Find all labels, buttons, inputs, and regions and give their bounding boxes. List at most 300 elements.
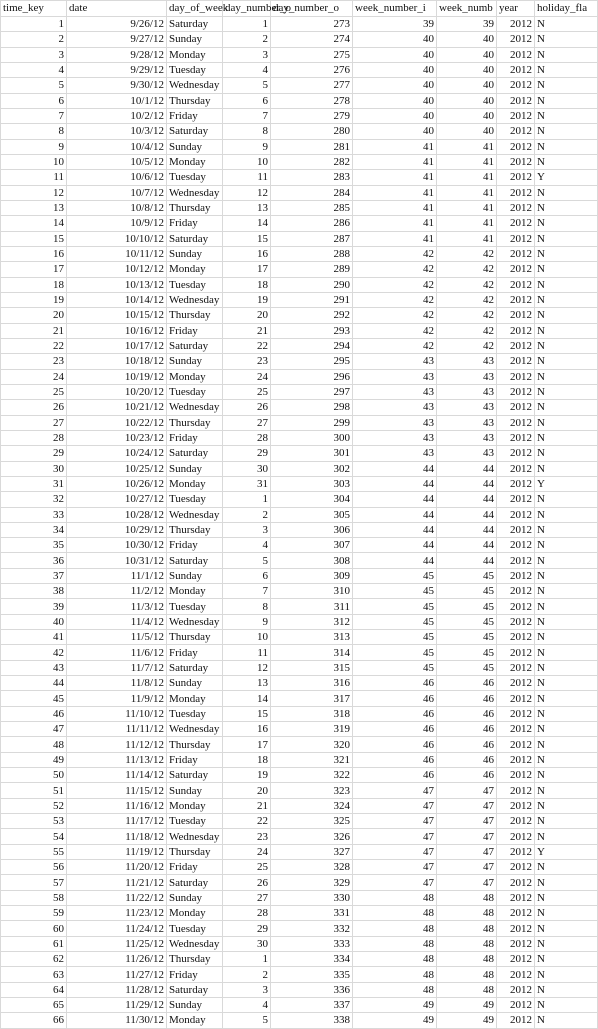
date-cell[interactable]: 11/3/12 <box>67 599 167 614</box>
day-of-week-cell[interactable]: Saturday <box>167 124 223 139</box>
day-of-month-cell[interactable]: 10 <box>223 630 271 645</box>
week-in-year-cell[interactable]: 40 <box>353 93 437 108</box>
year-cell[interactable]: 2012 <box>497 492 535 507</box>
year-cell[interactable]: 2012 <box>497 124 535 139</box>
week-number-cell[interactable]: 44 <box>437 507 497 522</box>
day-of-week-cell[interactable]: Monday <box>167 154 223 169</box>
day-of-month-cell[interactable]: 22 <box>223 338 271 353</box>
week-in-year-cell[interactable]: 41 <box>353 170 437 185</box>
day-of-year-cell[interactable]: 327 <box>271 844 353 859</box>
day-of-month-cell[interactable]: 22 <box>223 814 271 829</box>
date-cell[interactable]: 11/1/12 <box>67 568 167 583</box>
day-of-year-cell[interactable]: 281 <box>271 139 353 154</box>
holiday-flag-cell[interactable]: N <box>535 568 598 583</box>
day-of-month-cell[interactable]: 1 <box>223 17 271 32</box>
day-of-month-cell[interactable]: 29 <box>223 446 271 461</box>
day-of-week-cell[interactable]: Wednesday <box>167 829 223 844</box>
time-key-cell[interactable]: 23 <box>1 354 67 369</box>
week-number-cell[interactable]: 49 <box>437 998 497 1013</box>
week-number-cell[interactable]: 46 <box>437 676 497 691</box>
year-cell[interactable]: 2012 <box>497 599 535 614</box>
date-cell[interactable]: 10/26/12 <box>67 476 167 491</box>
day-of-year-cell[interactable]: 333 <box>271 936 353 951</box>
week-in-year-cell[interactable]: 43 <box>353 430 437 445</box>
week-in-year-cell[interactable]: 41 <box>353 185 437 200</box>
day-of-year-cell[interactable]: 307 <box>271 538 353 553</box>
date-cell[interactable]: 11/7/12 <box>67 660 167 675</box>
date-cell[interactable]: 11/14/12 <box>67 768 167 783</box>
time-key-cell[interactable]: 43 <box>1 660 67 675</box>
week-number-cell[interactable]: 42 <box>437 246 497 261</box>
time-key-cell[interactable]: 58 <box>1 890 67 905</box>
week-number-cell[interactable]: 46 <box>437 752 497 767</box>
time-key-cell[interactable]: 24 <box>1 369 67 384</box>
holiday-flag-cell[interactable]: N <box>535 982 598 997</box>
time-key-cell[interactable]: 30 <box>1 461 67 476</box>
day-of-week-cell[interactable]: Monday <box>167 369 223 384</box>
day-of-year-cell[interactable]: 311 <box>271 599 353 614</box>
day-of-month-cell[interactable]: 9 <box>223 614 271 629</box>
week-in-year-cell[interactable]: 40 <box>353 78 437 93</box>
day-of-week-cell[interactable]: Wednesday <box>167 292 223 307</box>
week-number-cell[interactable]: 49 <box>437 1013 497 1028</box>
week-number-cell[interactable]: 40 <box>437 108 497 123</box>
week-number-cell[interactable]: 39 <box>437 17 497 32</box>
date-cell[interactable]: 11/26/12 <box>67 952 167 967</box>
holiday-flag-cell[interactable]: N <box>535 415 598 430</box>
week-number-cell[interactable]: 47 <box>437 844 497 859</box>
holiday-flag-cell[interactable]: N <box>535 154 598 169</box>
year-cell[interactable]: 2012 <box>497 952 535 967</box>
date-cell[interactable]: 10/8/12 <box>67 200 167 215</box>
date-cell[interactable]: 11/6/12 <box>67 645 167 660</box>
day-of-week-cell[interactable]: Saturday <box>167 660 223 675</box>
day-of-week-cell[interactable]: Thursday <box>167 522 223 537</box>
year-cell[interactable]: 2012 <box>497 783 535 798</box>
year-cell[interactable]: 2012 <box>497 476 535 491</box>
day-of-week-cell[interactable]: Saturday <box>167 768 223 783</box>
time-key-cell[interactable]: 47 <box>1 722 67 737</box>
day-of-month-cell[interactable]: 24 <box>223 844 271 859</box>
day-of-week-cell[interactable]: Wednesday <box>167 936 223 951</box>
day-of-week-cell[interactable]: Sunday <box>167 783 223 798</box>
day-of-year-cell[interactable]: 332 <box>271 921 353 936</box>
day-of-year-cell[interactable]: 273 <box>271 17 353 32</box>
time-key-cell[interactable]: 5 <box>1 78 67 93</box>
day-of-year-cell[interactable]: 334 <box>271 952 353 967</box>
date-cell[interactable]: 10/21/12 <box>67 400 167 415</box>
year-cell[interactable]: 2012 <box>497 308 535 323</box>
day-of-year-cell[interactable]: 300 <box>271 430 353 445</box>
day-of-year-cell[interactable]: 328 <box>271 860 353 875</box>
year-cell[interactable]: 2012 <box>497 630 535 645</box>
day-of-week-cell[interactable]: Saturday <box>167 982 223 997</box>
holiday-flag-cell[interactable]: N <box>535 890 598 905</box>
day-of-week-cell[interactable]: Sunday <box>167 246 223 261</box>
date-cell[interactable]: 10/3/12 <box>67 124 167 139</box>
date-cell[interactable]: 11/15/12 <box>67 783 167 798</box>
week-number-cell[interactable]: 47 <box>437 814 497 829</box>
day-of-month-cell[interactable]: 28 <box>223 430 271 445</box>
year-cell[interactable]: 2012 <box>497 200 535 215</box>
day-of-year-cell[interactable]: 279 <box>271 108 353 123</box>
day-of-week-cell[interactable]: Tuesday <box>167 921 223 936</box>
week-number-cell[interactable]: 45 <box>437 614 497 629</box>
day-of-year-cell[interactable]: 301 <box>271 446 353 461</box>
week-number-cell[interactable]: 40 <box>437 32 497 47</box>
week-number-cell[interactable]: 47 <box>437 829 497 844</box>
day-of-week-cell[interactable]: Tuesday <box>167 277 223 292</box>
time-key-cell[interactable]: 1 <box>1 17 67 32</box>
week-number-cell[interactable]: 47 <box>437 860 497 875</box>
year-cell[interactable]: 2012 <box>497 415 535 430</box>
day-of-month-cell[interactable]: 29 <box>223 921 271 936</box>
week-in-year-cell[interactable]: 47 <box>353 783 437 798</box>
day-of-week-cell[interactable]: Thursday <box>167 952 223 967</box>
holiday-flag-cell[interactable]: N <box>535 936 598 951</box>
holiday-flag-cell[interactable]: N <box>535 630 598 645</box>
day-of-month-cell[interactable]: 13 <box>223 676 271 691</box>
week-number-cell[interactable]: 48 <box>437 967 497 982</box>
date-cell[interactable]: 10/4/12 <box>67 139 167 154</box>
date-cell[interactable]: 11/23/12 <box>67 906 167 921</box>
week-number-cell[interactable]: 42 <box>437 277 497 292</box>
week-number-cell[interactable]: 43 <box>437 430 497 445</box>
date-cell[interactable]: 11/12/12 <box>67 737 167 752</box>
day-of-week-cell[interactable]: Sunday <box>167 32 223 47</box>
time-key-cell[interactable]: 52 <box>1 798 67 813</box>
day-of-month-cell[interactable]: 28 <box>223 906 271 921</box>
day-of-year-cell[interactable]: 312 <box>271 614 353 629</box>
week-number-cell[interactable]: 42 <box>437 338 497 353</box>
header-cell-day-of-week[interactable]: day_of_week <box>167 1 223 17</box>
week-number-cell[interactable]: 40 <box>437 93 497 108</box>
week-in-year-cell[interactable]: 47 <box>353 829 437 844</box>
day-of-year-cell[interactable]: 293 <box>271 323 353 338</box>
day-of-year-cell[interactable]: 322 <box>271 768 353 783</box>
date-cell[interactable]: 10/31/12 <box>67 553 167 568</box>
day-of-week-cell[interactable]: Tuesday <box>167 814 223 829</box>
day-of-week-cell[interactable]: Wednesday <box>167 507 223 522</box>
header-cell-date[interactable]: date <box>67 1 167 17</box>
year-cell[interactable]: 2012 <box>497 185 535 200</box>
week-number-cell[interactable]: 45 <box>437 645 497 660</box>
year-cell[interactable]: 2012 <box>497 216 535 231</box>
week-number-cell[interactable]: 48 <box>437 952 497 967</box>
holiday-flag-cell[interactable]: N <box>535 691 598 706</box>
holiday-flag-cell[interactable]: N <box>535 200 598 215</box>
week-in-year-cell[interactable]: 44 <box>353 476 437 491</box>
holiday-flag-cell[interactable]: N <box>535 17 598 32</box>
time-key-cell[interactable]: 40 <box>1 614 67 629</box>
day-of-week-cell[interactable]: Sunday <box>167 998 223 1013</box>
year-cell[interactable]: 2012 <box>497 660 535 675</box>
week-in-year-cell[interactable]: 46 <box>353 722 437 737</box>
year-cell[interactable]: 2012 <box>497 384 535 399</box>
date-cell[interactable]: 10/6/12 <box>67 170 167 185</box>
week-number-cell[interactable]: 43 <box>437 369 497 384</box>
year-cell[interactable]: 2012 <box>497 936 535 951</box>
day-of-year-cell[interactable]: 330 <box>271 890 353 905</box>
day-of-month-cell[interactable]: 4 <box>223 62 271 77</box>
date-cell[interactable]: 10/25/12 <box>67 461 167 476</box>
day-of-month-cell[interactable]: 2 <box>223 507 271 522</box>
date-cell[interactable]: 9/26/12 <box>67 17 167 32</box>
week-in-year-cell[interactable]: 43 <box>353 446 437 461</box>
day-of-week-cell[interactable]: Tuesday <box>167 599 223 614</box>
week-in-year-cell[interactable]: 48 <box>353 906 437 921</box>
date-cell[interactable]: 10/5/12 <box>67 154 167 169</box>
day-of-month-cell[interactable]: 15 <box>223 231 271 246</box>
holiday-flag-cell[interactable]: N <box>535 967 598 982</box>
date-cell[interactable]: 9/28/12 <box>67 47 167 62</box>
day-of-year-cell[interactable]: 315 <box>271 660 353 675</box>
holiday-flag-cell[interactable]: N <box>535 216 598 231</box>
day-of-week-cell[interactable]: Tuesday <box>167 384 223 399</box>
year-cell[interactable]: 2012 <box>497 78 535 93</box>
day-of-week-cell[interactable]: Monday <box>167 47 223 62</box>
year-cell[interactable]: 2012 <box>497 246 535 261</box>
time-key-cell[interactable]: 18 <box>1 277 67 292</box>
year-cell[interactable]: 2012 <box>497 737 535 752</box>
day-of-week-cell[interactable]: Monday <box>167 476 223 491</box>
week-in-year-cell[interactable]: 46 <box>353 752 437 767</box>
week-number-cell[interactable]: 42 <box>437 292 497 307</box>
day-of-year-cell[interactable]: 326 <box>271 829 353 844</box>
day-of-year-cell[interactable]: 288 <box>271 246 353 261</box>
day-of-week-cell[interactable]: Thursday <box>167 737 223 752</box>
date-cell[interactable]: 10/1/12 <box>67 93 167 108</box>
week-in-year-cell[interactable]: 46 <box>353 737 437 752</box>
week-in-year-cell[interactable]: 49 <box>353 998 437 1013</box>
date-cell[interactable]: 10/18/12 <box>67 354 167 369</box>
week-number-cell[interactable]: 46 <box>437 768 497 783</box>
date-cell[interactable]: 10/28/12 <box>67 507 167 522</box>
holiday-flag-cell[interactable]: Y <box>535 170 598 185</box>
year-cell[interactable]: 2012 <box>497 17 535 32</box>
year-cell[interactable]: 2012 <box>497 614 535 629</box>
day-of-week-cell[interactable]: Saturday <box>167 17 223 32</box>
date-cell[interactable]: 10/16/12 <box>67 323 167 338</box>
year-cell[interactable]: 2012 <box>497 568 535 583</box>
holiday-flag-cell[interactable]: N <box>535 430 598 445</box>
holiday-flag-cell[interactable]: N <box>535 599 598 614</box>
date-cell[interactable]: 11/4/12 <box>67 614 167 629</box>
day-of-week-cell[interactable]: Thursday <box>167 308 223 323</box>
day-of-year-cell[interactable]: 324 <box>271 798 353 813</box>
time-key-cell[interactable]: 19 <box>1 292 67 307</box>
holiday-flag-cell[interactable]: N <box>535 292 598 307</box>
year-cell[interactable]: 2012 <box>497 645 535 660</box>
holiday-flag-cell[interactable]: N <box>535 522 598 537</box>
week-in-year-cell[interactable]: 42 <box>353 323 437 338</box>
week-in-year-cell[interactable]: 43 <box>353 354 437 369</box>
week-number-cell[interactable]: 42 <box>437 308 497 323</box>
week-in-year-cell[interactable]: 47 <box>353 798 437 813</box>
date-cell[interactable]: 10/17/12 <box>67 338 167 353</box>
holiday-flag-cell[interactable]: N <box>535 998 598 1013</box>
day-of-month-cell[interactable]: 3 <box>223 522 271 537</box>
holiday-flag-cell[interactable]: N <box>535 231 598 246</box>
time-key-cell[interactable]: 13 <box>1 200 67 215</box>
holiday-flag-cell[interactable]: N <box>535 645 598 660</box>
day-of-month-cell[interactable]: 30 <box>223 461 271 476</box>
time-key-cell[interactable]: 10 <box>1 154 67 169</box>
week-in-year-cell[interactable]: 44 <box>353 492 437 507</box>
week-in-year-cell[interactable]: 46 <box>353 706 437 721</box>
year-cell[interactable]: 2012 <box>497 323 535 338</box>
day-of-month-cell[interactable]: 8 <box>223 599 271 614</box>
year-cell[interactable]: 2012 <box>497 752 535 767</box>
holiday-flag-cell[interactable]: Y <box>535 476 598 491</box>
day-of-week-cell[interactable]: Sunday <box>167 568 223 583</box>
week-in-year-cell[interactable]: 43 <box>353 400 437 415</box>
year-cell[interactable]: 2012 <box>497 691 535 706</box>
year-cell[interactable]: 2012 <box>497 108 535 123</box>
week-in-year-cell[interactable]: 44 <box>353 522 437 537</box>
time-key-cell[interactable]: 55 <box>1 844 67 859</box>
day-of-year-cell[interactable]: 278 <box>271 93 353 108</box>
date-cell[interactable]: 10/11/12 <box>67 246 167 261</box>
date-cell[interactable]: 10/27/12 <box>67 492 167 507</box>
date-cell[interactable]: 11/13/12 <box>67 752 167 767</box>
year-cell[interactable]: 2012 <box>497 553 535 568</box>
year-cell[interactable]: 2012 <box>497 62 535 77</box>
day-of-year-cell[interactable]: 290 <box>271 277 353 292</box>
time-key-cell[interactable]: 62 <box>1 952 67 967</box>
day-of-week-cell[interactable]: Wednesday <box>167 78 223 93</box>
date-cell[interactable]: 10/29/12 <box>67 522 167 537</box>
week-number-cell[interactable]: 44 <box>437 476 497 491</box>
day-of-year-cell[interactable]: 289 <box>271 262 353 277</box>
time-key-cell[interactable]: 8 <box>1 124 67 139</box>
day-of-year-cell[interactable]: 320 <box>271 737 353 752</box>
week-in-year-cell[interactable]: 42 <box>353 277 437 292</box>
holiday-flag-cell[interactable]: N <box>535 108 598 123</box>
week-in-year-cell[interactable]: 46 <box>353 691 437 706</box>
week-in-year-cell[interactable]: 46 <box>353 768 437 783</box>
day-of-month-cell[interactable]: 19 <box>223 292 271 307</box>
holiday-flag-cell[interactable]: N <box>535 553 598 568</box>
day-of-month-cell[interactable]: 5 <box>223 1013 271 1028</box>
day-of-week-cell[interactable]: Friday <box>167 967 223 982</box>
week-in-year-cell[interactable]: 44 <box>353 553 437 568</box>
date-cell[interactable]: 11/17/12 <box>67 814 167 829</box>
week-in-year-cell[interactable]: 48 <box>353 952 437 967</box>
day-of-year-cell[interactable]: 291 <box>271 292 353 307</box>
day-of-month-cell[interactable]: 17 <box>223 262 271 277</box>
day-of-month-cell[interactable]: 20 <box>223 783 271 798</box>
week-in-year-cell[interactable]: 39 <box>353 17 437 32</box>
time-key-cell[interactable]: 50 <box>1 768 67 783</box>
day-of-week-cell[interactable]: Friday <box>167 645 223 660</box>
day-of-year-cell[interactable]: 306 <box>271 522 353 537</box>
week-in-year-cell[interactable]: 40 <box>353 62 437 77</box>
holiday-flag-cell[interactable]: N <box>535 875 598 890</box>
day-of-month-cell[interactable]: 25 <box>223 384 271 399</box>
day-of-month-cell[interactable]: 19 <box>223 768 271 783</box>
week-in-year-cell[interactable]: 45 <box>353 599 437 614</box>
day-of-week-cell[interactable]: Friday <box>167 216 223 231</box>
time-key-cell[interactable]: 7 <box>1 108 67 123</box>
date-cell[interactable]: 11/24/12 <box>67 921 167 936</box>
year-cell[interactable]: 2012 <box>497 277 535 292</box>
day-of-year-cell[interactable]: 321 <box>271 752 353 767</box>
week-number-cell[interactable]: 46 <box>437 691 497 706</box>
header-cell-week-number-in-year[interactable]: week_number_i <box>353 1 437 17</box>
day-of-week-cell[interactable]: Tuesday <box>167 62 223 77</box>
year-cell[interactable]: 2012 <box>497 906 535 921</box>
day-of-month-cell[interactable]: 15 <box>223 706 271 721</box>
header-cell-time-key[interactable]: time_key <box>1 1 67 17</box>
week-in-year-cell[interactable]: 42 <box>353 246 437 261</box>
week-in-year-cell[interactable]: 48 <box>353 936 437 951</box>
day-of-month-cell[interactable]: 6 <box>223 568 271 583</box>
week-number-cell[interactable]: 48 <box>437 982 497 997</box>
day-of-year-cell[interactable]: 314 <box>271 645 353 660</box>
day-of-month-cell[interactable]: 12 <box>223 185 271 200</box>
day-of-week-cell[interactable]: Monday <box>167 691 223 706</box>
week-in-year-cell[interactable]: 44 <box>353 507 437 522</box>
time-key-cell[interactable]: 3 <box>1 47 67 62</box>
day-of-year-cell[interactable]: 298 <box>271 400 353 415</box>
year-cell[interactable]: 2012 <box>497 982 535 997</box>
holiday-flag-cell[interactable]: N <box>535 507 598 522</box>
day-of-month-cell[interactable]: 3 <box>223 47 271 62</box>
year-cell[interactable]: 2012 <box>497 507 535 522</box>
week-in-year-cell[interactable]: 47 <box>353 844 437 859</box>
time-key-cell[interactable]: 28 <box>1 430 67 445</box>
time-key-cell[interactable]: 45 <box>1 691 67 706</box>
week-number-cell[interactable]: 40 <box>437 78 497 93</box>
year-cell[interactable]: 2012 <box>497 860 535 875</box>
year-cell[interactable]: 2012 <box>497 262 535 277</box>
day-of-year-cell[interactable]: 309 <box>271 568 353 583</box>
day-of-week-cell[interactable]: Monday <box>167 906 223 921</box>
year-cell[interactable]: 2012 <box>497 921 535 936</box>
day-of-week-cell[interactable]: Sunday <box>167 139 223 154</box>
day-of-week-cell[interactable]: Monday <box>167 584 223 599</box>
day-of-month-cell[interactable]: 20 <box>223 308 271 323</box>
week-in-year-cell[interactable]: 48 <box>353 982 437 997</box>
year-cell[interactable]: 2012 <box>497 890 535 905</box>
day-of-year-cell[interactable]: 296 <box>271 369 353 384</box>
date-cell[interactable]: 11/30/12 <box>67 1013 167 1028</box>
day-of-week-cell[interactable]: Wednesday <box>167 722 223 737</box>
day-of-year-cell[interactable]: 319 <box>271 722 353 737</box>
date-cell[interactable]: 11/27/12 <box>67 967 167 982</box>
week-number-cell[interactable]: 47 <box>437 875 497 890</box>
year-cell[interactable]: 2012 <box>497 522 535 537</box>
week-number-cell[interactable]: 45 <box>437 568 497 583</box>
day-of-week-cell[interactable]: Friday <box>167 323 223 338</box>
week-in-year-cell[interactable]: 42 <box>353 262 437 277</box>
day-of-month-cell[interactable]: 14 <box>223 216 271 231</box>
holiday-flag-cell[interactable]: N <box>535 124 598 139</box>
day-of-year-cell[interactable]: 304 <box>271 492 353 507</box>
day-of-year-cell[interactable]: 303 <box>271 476 353 491</box>
date-cell[interactable]: 11/10/12 <box>67 706 167 721</box>
day-of-week-cell[interactable]: Thursday <box>167 415 223 430</box>
holiday-flag-cell[interactable]: Y <box>535 844 598 859</box>
time-key-cell[interactable]: 22 <box>1 338 67 353</box>
day-of-month-cell[interactable]: 10 <box>223 154 271 169</box>
year-cell[interactable]: 2012 <box>497 430 535 445</box>
holiday-flag-cell[interactable]: N <box>535 952 598 967</box>
day-of-week-cell[interactable]: Thursday <box>167 200 223 215</box>
holiday-flag-cell[interactable]: N <box>535 47 598 62</box>
time-key-cell[interactable]: 54 <box>1 829 67 844</box>
